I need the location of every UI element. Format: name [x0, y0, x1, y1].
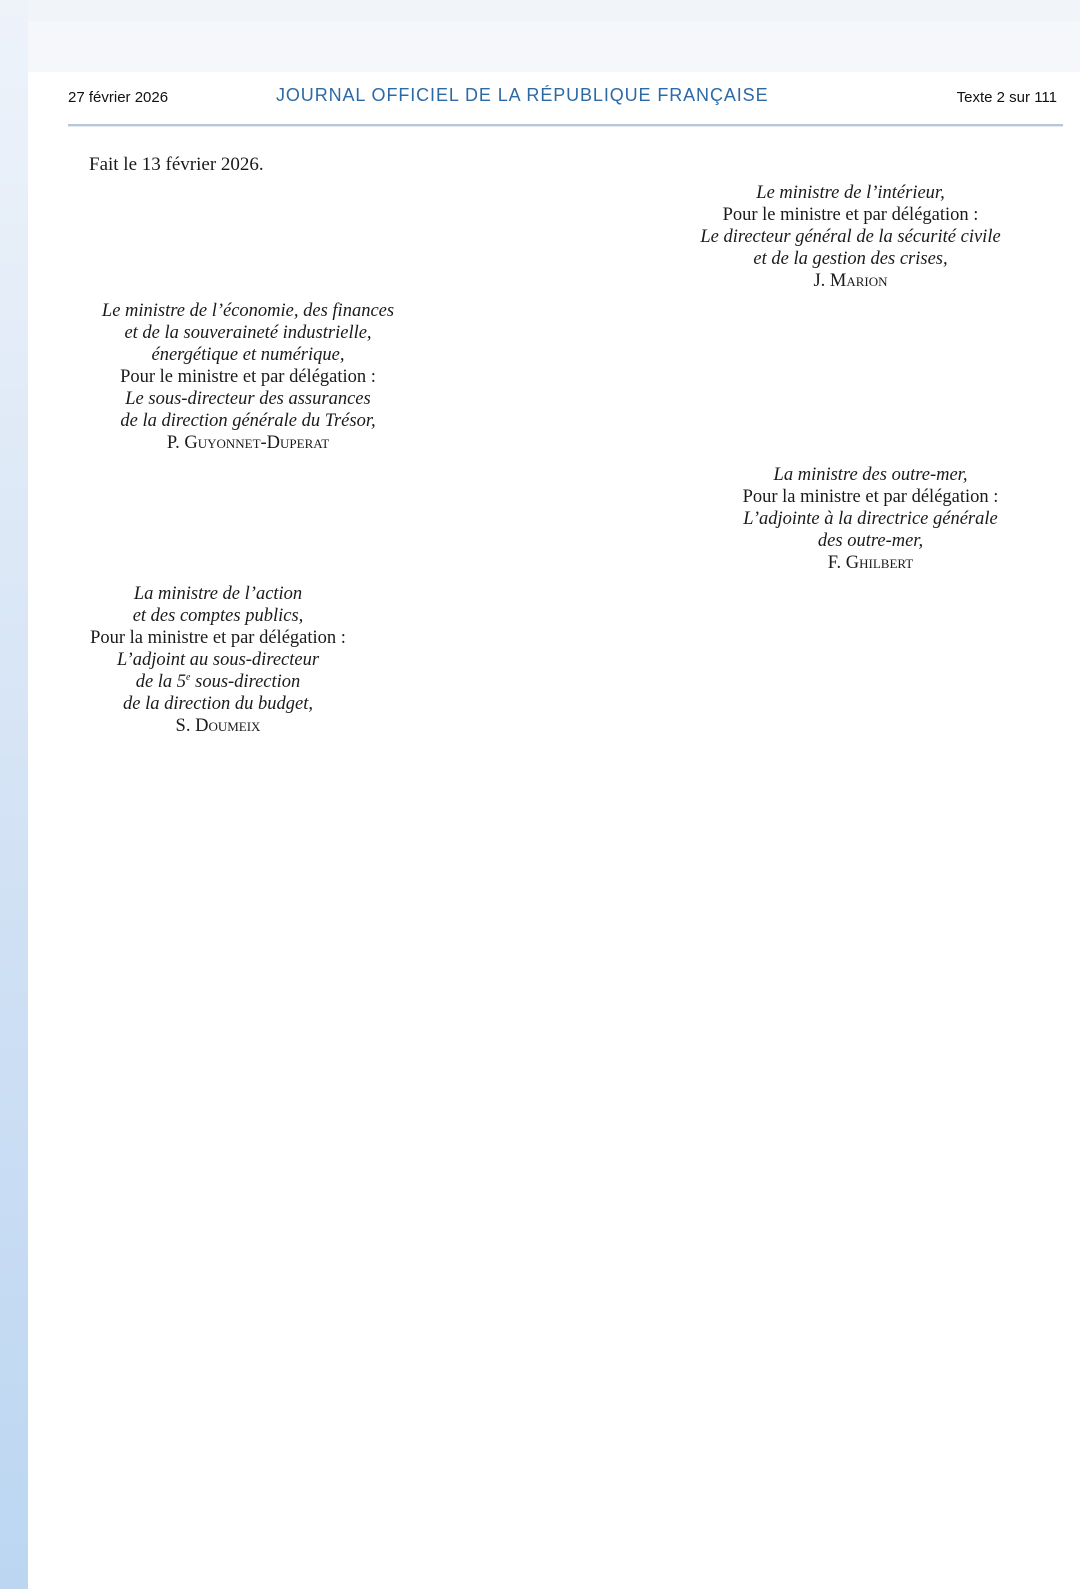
- signature-block-action: [53, 583, 383, 737]
- signature-line: énergétique et numérique,: [151, 345, 345, 365]
- signature-line: de la direction générale du Trésor,: [120, 411, 376, 431]
- signature-line-part: sous-direction: [190, 672, 301, 692]
- signatory-name: S. Doumeix: [175, 716, 261, 736]
- signature-block-outremer: [708, 464, 1033, 574]
- signature-line: [53, 671, 383, 693]
- signature-line-part: de la 5: [135, 672, 187, 692]
- signature-line: La ministre des outre-mer,: [773, 465, 968, 485]
- header-text-number: Texte 2 sur 111: [956, 89, 1057, 106]
- document-page: [28, 72, 1080, 1589]
- viewer-scroll-rail[interactable]: [0, 0, 28, 1589]
- signature-line: et de la souveraineté industrielle,: [124, 323, 372, 343]
- signature-line: Pour le ministre et par délégation :: [722, 205, 979, 225]
- header-date: 27 février 2026: [68, 89, 169, 106]
- signatory-name: J. Marion: [813, 271, 888, 291]
- signature-date: Fait le 13 février 2026.: [89, 154, 264, 175]
- signature-line: des outre-mer,: [817, 531, 924, 551]
- signature-line: L’adjoint au sous-directeur: [116, 650, 320, 670]
- signature-line: et des comptes publics,: [132, 606, 304, 626]
- signature-line: Le directeur général de la sécurité civile: [700, 227, 1001, 247]
- signature-line: de la direction du budget,: [123, 694, 313, 714]
- signature-line: Pour le ministre et par délégation :: [120, 367, 376, 387]
- signature-line: La ministre de l’action: [133, 584, 303, 604]
- signature-line: Le sous-directeur des assurances: [125, 389, 371, 409]
- signature-line: L’adjointe à la directrice générale: [743, 509, 998, 529]
- signature-block-economie: [53, 300, 443, 454]
- signatory-name: F. Ghilbert: [827, 553, 914, 573]
- viewer-top-bar: [0, 0, 1080, 22]
- page-header: [68, 82, 1063, 126]
- signature-line: Pour la ministre et par délégation :: [90, 628, 346, 648]
- signature-block-interieur: [668, 182, 1033, 292]
- signatory-name: P. Guyonnet-Duperat: [166, 433, 330, 453]
- signature-line: Pour la ministre et par délégation :: [742, 487, 999, 507]
- header-journal-title: JOURNAL OFFICIEL DE LA RÉPUBLIQUE FRANÇAISE: [276, 85, 769, 105]
- signature-line: et de la gestion des crises,: [753, 249, 948, 269]
- signature-line: Le ministre de l’intérieur,: [756, 183, 945, 203]
- ordinal-superscript: e: [186, 671, 191, 683]
- signature-line: Le ministre de l’économie, des finances: [101, 301, 395, 321]
